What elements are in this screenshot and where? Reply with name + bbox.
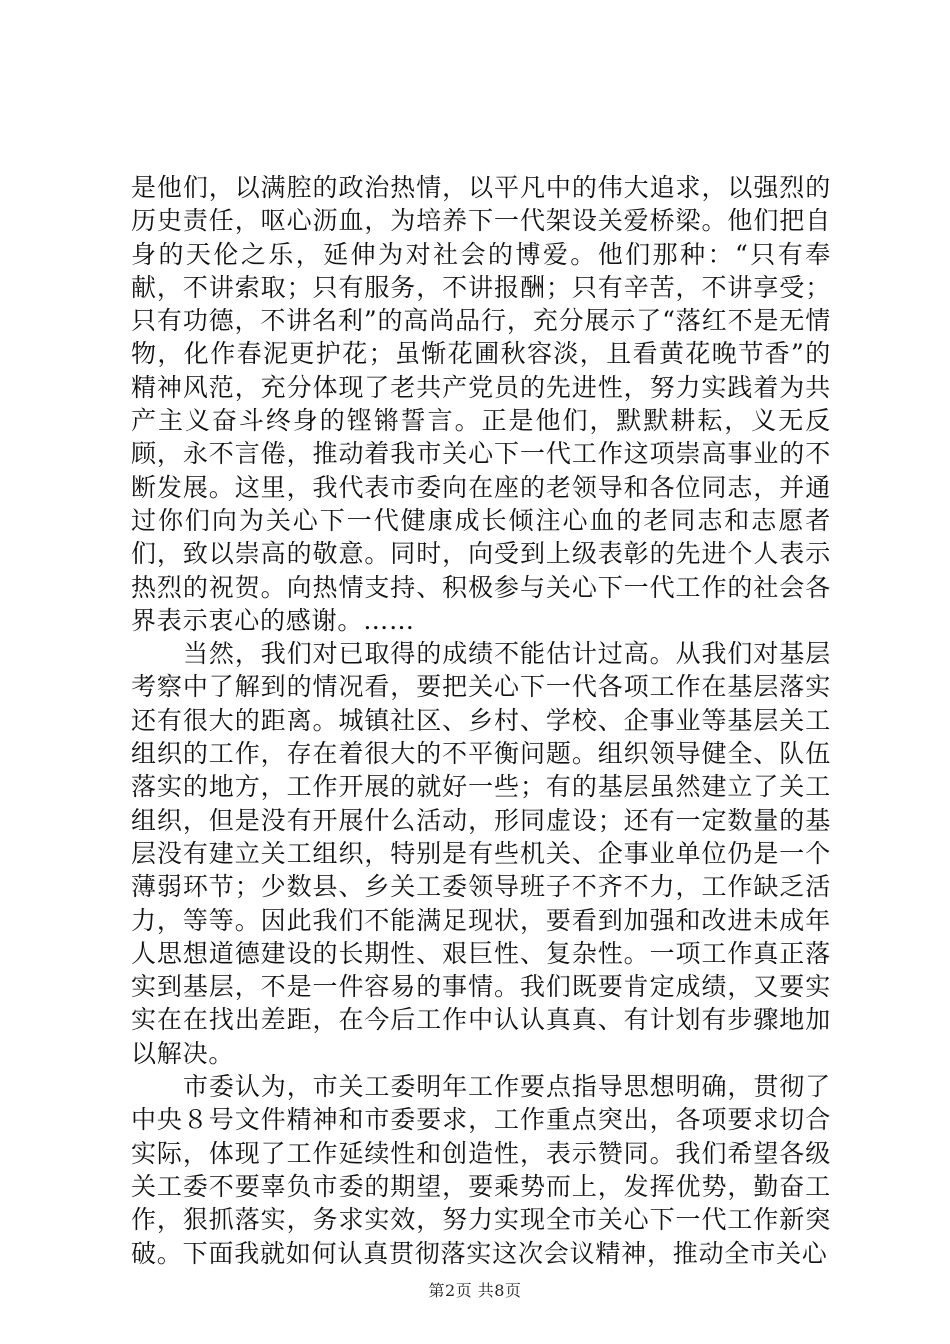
page-footer: 第2页 共8页 bbox=[428, 1281, 522, 1300]
paragraph-3: 市委认为，市关工委明年工作要点指导思想明确，贯彻了中央８号文件精神和市委要求，工作重点突出，各项要求切合实际，体现了工作延续性和创造性，表示赞同。我们希望各级关工委不要辜负市委的期望，要乘势而上，发挥优势，勤奋工作，狠抓落实，务求实效，努力实现全市关心下一代工作新突破。下面我就如何认真贯彻落实这次会议精神，推动全市关心 bbox=[131, 1072, 831, 1268]
paragraph-1: 是他们，以满腔的政治热情，以平凡中的伟大追求，以强烈的历史责任，呕心沥血，为培养下一代架设关爱桥梁。他们把自身的天伦之乐，延伸为对社会的博爱。他们那种：“只有奉献，不讲索取；只有服务，不讲报酬；只有辛苦，不讲享受；只有功德，不讲名利”的高尚品行，充分展示了“落红不是无情物，化作春泥更护花；虽惭花圃秋容淡，且看黄花晚节香”的精神风范，充分体现了老共产党员的先进性，努力实践着为共产主义奋斗终身的铿锵誓言。正是他们，默默耕耘，义无反顾，永不言倦，推动着我市关心下一代工作这项崇高事业的不断发展。这里，我代表市委向在座的老领导和各位同志，并通过你们向为关心下一代健康成长倾注心血的老同志和志愿者们，致以崇高的敬意。同时，向受到上级表彰的先进个人表示热烈的祝贺。向热情支持、积极参与关心下一代工作的社会各界表示衷心的感谢。…… bbox=[131, 173, 831, 635]
document-body bbox=[131, 171, 831, 1270]
paragraph-2: 当然，我们对已取得的成绩不能估计过高。从我们对基层考察中了解到的情况看，要把关心下一代各项工作在基层落实还有很大的距离。城镇社区、乡村、学校、企事业等基层关工组织的工作，存在着很大的不平衡问题。组织领导健全、队伍落实的地方，工作开展的就好一些；有的基层虽然建立了关工组织，但是没有开展什么活动，形同虚设；还有一定数量的基层没有建立关工组织，特别是有些机关、企事业单位仍是一个薄弱环节；少数县、乡关工委领导班子不齐不力，工作缺乏活力，等等。因此我们不能满足现状，要看到加强和改进未成年人思想道德建设的长期性、艰巨性、复杂性。一项工作真正落实到基层，不是一件容易的事情。我们既要肯定成绩，又要实实在在找出差距，在今后工作中认认真真、有计划有步骤地加以解决。 bbox=[131, 639, 831, 1068]
